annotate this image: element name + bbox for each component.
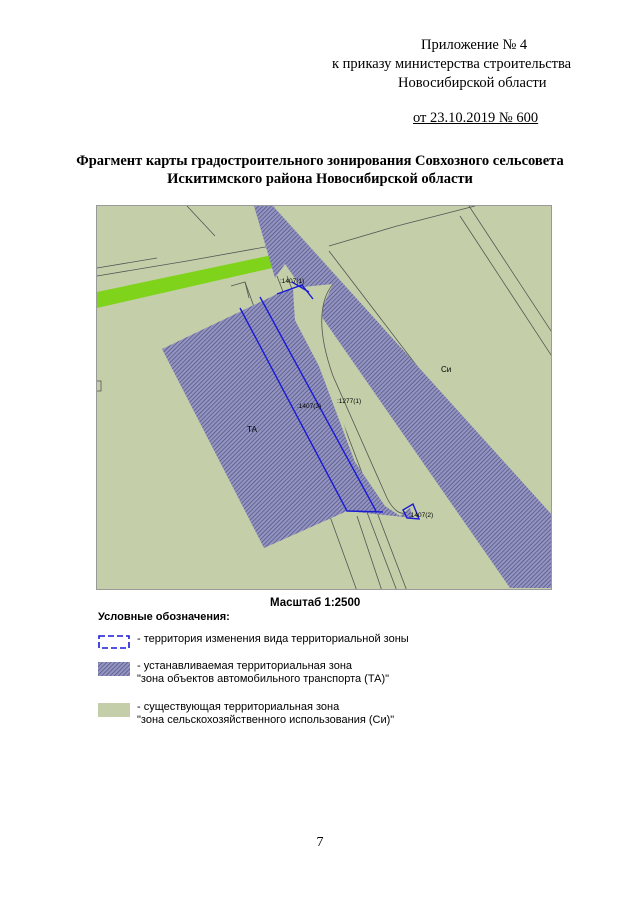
legend-text-line: - территория изменения вида территориальной зоны: [137, 633, 409, 645]
legend-text: [137, 660, 389, 685]
parcel-label: :1407(1): [280, 278, 305, 285]
title-line-2: Искитимского района Новосибирской области: [167, 171, 473, 187]
region-name: Новосибирской области: [398, 75, 547, 91]
parcel-label: :1407(2): [409, 512, 434, 519]
order-date: от 23.10.2019 № 600: [413, 110, 539, 126]
legend-text-line: - устанавливаемая территориальная зона: [137, 660, 353, 672]
zoning-map-canvas: [97, 206, 552, 590]
zone-label-si: Си: [441, 365, 452, 374]
legend-text-line: "зона объектов автомобильного транспорта (ТА)": [137, 672, 390, 685]
zone-label-ta: ТА: [247, 425, 257, 434]
map-scale: Масштаб 1:2500: [270, 597, 361, 609]
legend-title: Условные обозначения:: [98, 611, 230, 623]
legend-text-line: "зона сельскохозяйственного использования (Си)": [137, 713, 395, 726]
appendix-number: Приложение № 4: [421, 37, 528, 53]
zoning-map: [96, 205, 552, 590]
parcel-label: :1277(1): [337, 398, 362, 405]
legend-text-line: - существующая территориальная зона: [137, 701, 340, 713]
parcel-label: :1407(3): [297, 403, 322, 410]
agri-zone-icon: [98, 703, 130, 717]
legend-text: [137, 701, 394, 726]
legend-text: [137, 633, 409, 646]
dashed-boundary-icon: [98, 635, 130, 649]
order-reference: к приказу министерства строительства: [332, 56, 572, 72]
document-title: [0, 152, 640, 188]
hatched-zone-icon: [98, 662, 130, 676]
title-line-1: Фрагмент карты градостроительного зонирования Совхозного сельсовета: [76, 153, 564, 169]
page-number: 7: [316, 835, 324, 850]
